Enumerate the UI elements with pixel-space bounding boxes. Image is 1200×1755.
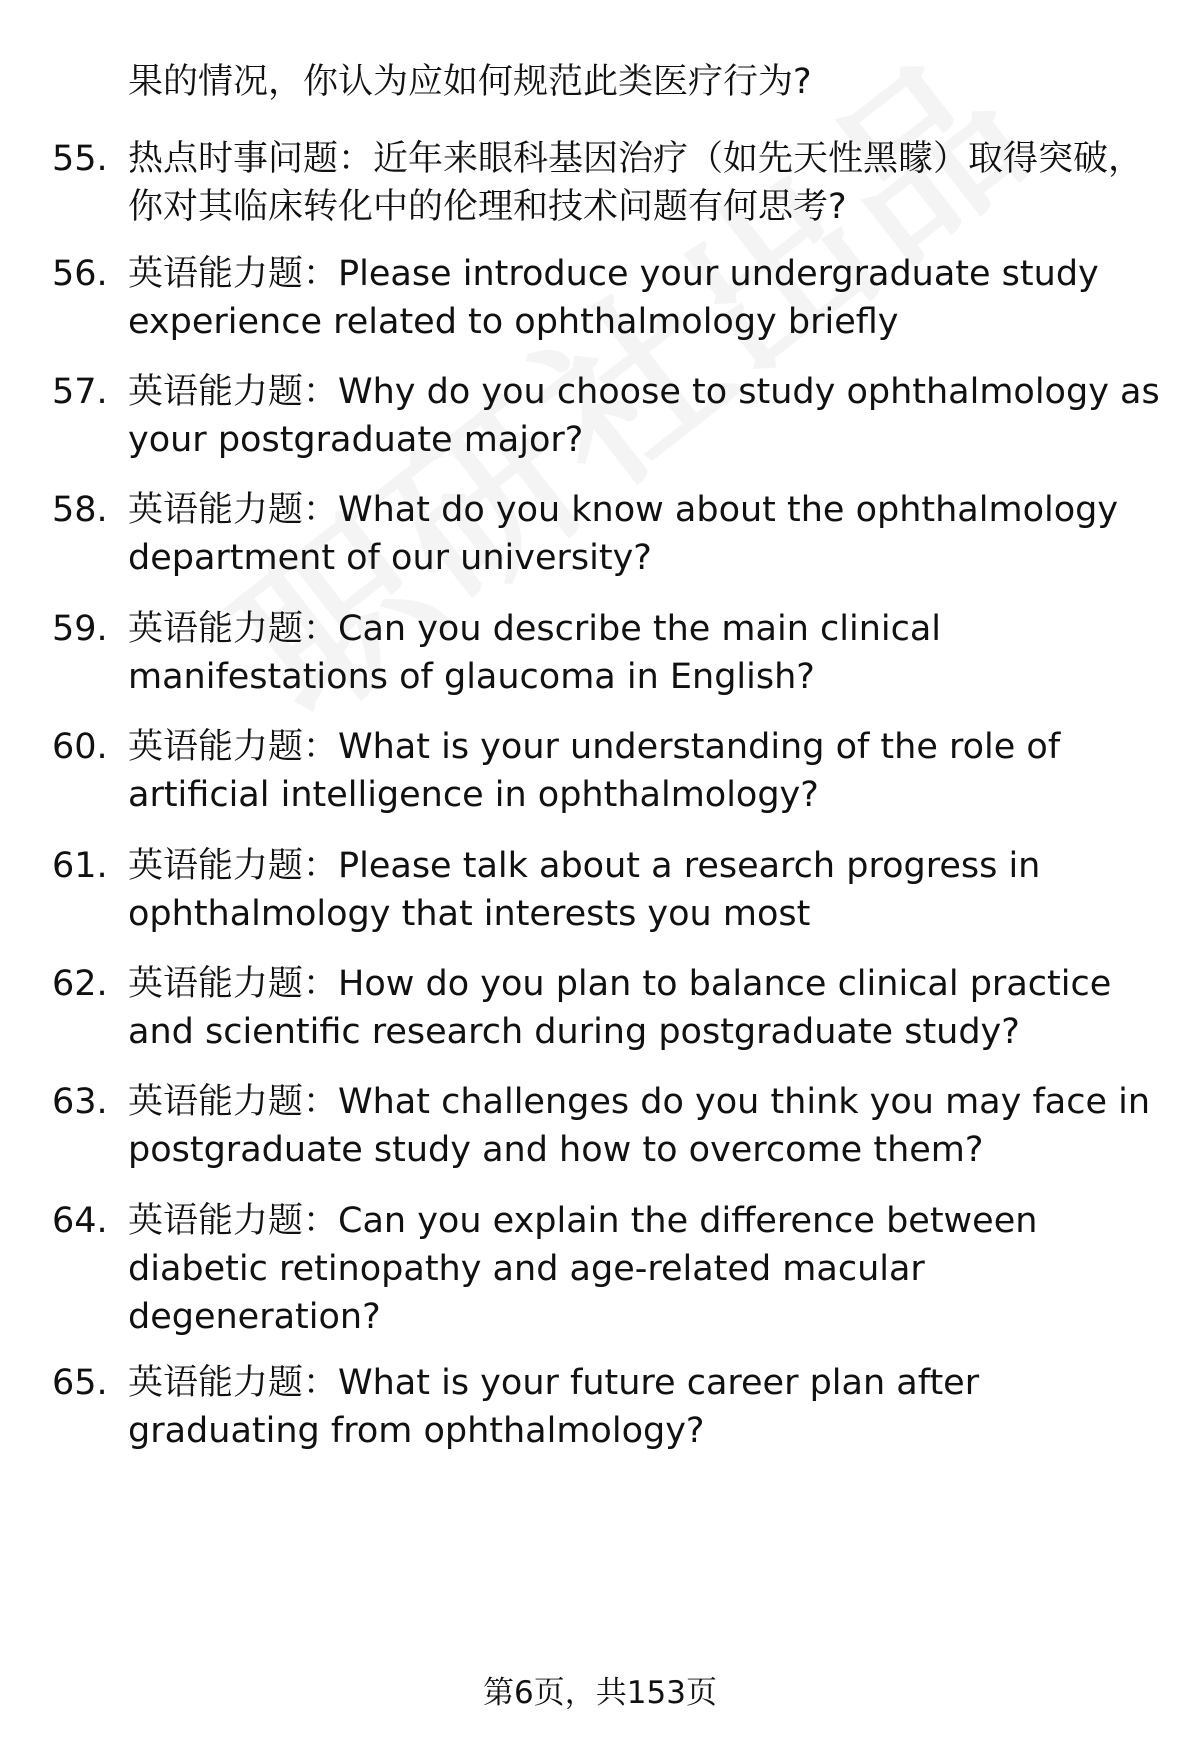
- question-text: Can you explain the difference between diabetic retinopathy and age-related macular degeneration?: [128, 1201, 1038, 1337]
- question-text: 近年来眼科基因治疗（如先天性黑矇）取得突破，你对其临床转化中的伦理和技术问题有何思考?: [128, 139, 1144, 227]
- question-item: [52, 135, 1172, 231]
- question-number: 65.: [52, 1363, 108, 1403]
- question-text: How do you plan to balance clinical practice and scientific research during postgraduate study?: [128, 964, 1112, 1052]
- question-category: 英语能力题：: [128, 727, 339, 767]
- question-category: 英语能力题：: [128, 1201, 339, 1241]
- question-body: [128, 250, 1172, 346]
- question-body: [128, 1359, 1172, 1455]
- question-number: 63.: [52, 1082, 108, 1122]
- question-body: [128, 1197, 1172, 1341]
- question-number: 62.: [52, 964, 108, 1004]
- question-category: 英语能力题：: [128, 372, 339, 412]
- question-item: [52, 486, 1172, 582]
- question-text: What is your future career plan after graduating from ophthalmology?: [128, 1363, 980, 1451]
- question-body: [128, 605, 1172, 701]
- question-number: 56.: [52, 254, 108, 294]
- question-item: [52, 842, 1172, 938]
- question-text: Why do you choose to study ophthalmology as your postgraduate major?: [128, 372, 1160, 460]
- question-item: [52, 368, 1172, 464]
- question-number: 61.: [52, 846, 108, 886]
- question-item: [52, 723, 1172, 819]
- question-body: [128, 842, 1172, 938]
- question-item: [52, 1078, 1172, 1174]
- question-category: 英语能力题：: [128, 254, 339, 294]
- question-number: 64.: [52, 1201, 108, 1241]
- question-category: 英语能力题：: [128, 609, 339, 649]
- question-body: [128, 368, 1172, 464]
- question-item: [52, 1359, 1172, 1455]
- question-text: What challenges do you think you may face in postgraduate study and how to overcome them?: [128, 1082, 1151, 1170]
- question-body: [128, 1078, 1172, 1174]
- continuation-text: 果的情况，你认为应如何规范此类医疗行为?: [128, 62, 812, 102]
- page-footer: 第6页，共153页: [483, 1675, 717, 1711]
- question-number: 60.: [52, 727, 108, 767]
- question-text: Please introduce your undergraduate study experience related to ophthalmology briefly: [128, 254, 1099, 342]
- question-number: 57.: [52, 372, 108, 412]
- question-item: [52, 960, 1172, 1056]
- question-body: [128, 135, 1172, 231]
- question-body: [128, 723, 1172, 819]
- question-text: What do you know about the ophthalmology department of our university?: [128, 490, 1119, 578]
- question-number: 55.: [52, 139, 108, 179]
- question-text: What is your understanding of the role of artificial intelligence in ophthalmology?: [128, 727, 1061, 815]
- question-body: [128, 960, 1172, 1056]
- question-item: [52, 1197, 1172, 1341]
- question-number: 59.: [52, 609, 108, 649]
- question-category: 英语能力题：: [128, 1363, 339, 1403]
- question-category: 英语能力题：: [128, 964, 339, 1004]
- question-category: 英语能力题：: [128, 846, 339, 886]
- question-number: 58.: [52, 490, 108, 530]
- question-text: Please talk about a research progress in ophthalmology that interests you most: [128, 846, 1041, 934]
- question-item: [52, 250, 1172, 346]
- question-item: [52, 605, 1172, 701]
- question-category: 英语能力题：: [128, 1082, 339, 1122]
- question-category: 英语能力题：: [128, 490, 339, 530]
- question-text: Can you describe the main clinical manifestations of glaucoma in English?: [128, 609, 942, 697]
- question-category: 热点时事问题：: [128, 139, 374, 179]
- question-body: [128, 486, 1172, 582]
